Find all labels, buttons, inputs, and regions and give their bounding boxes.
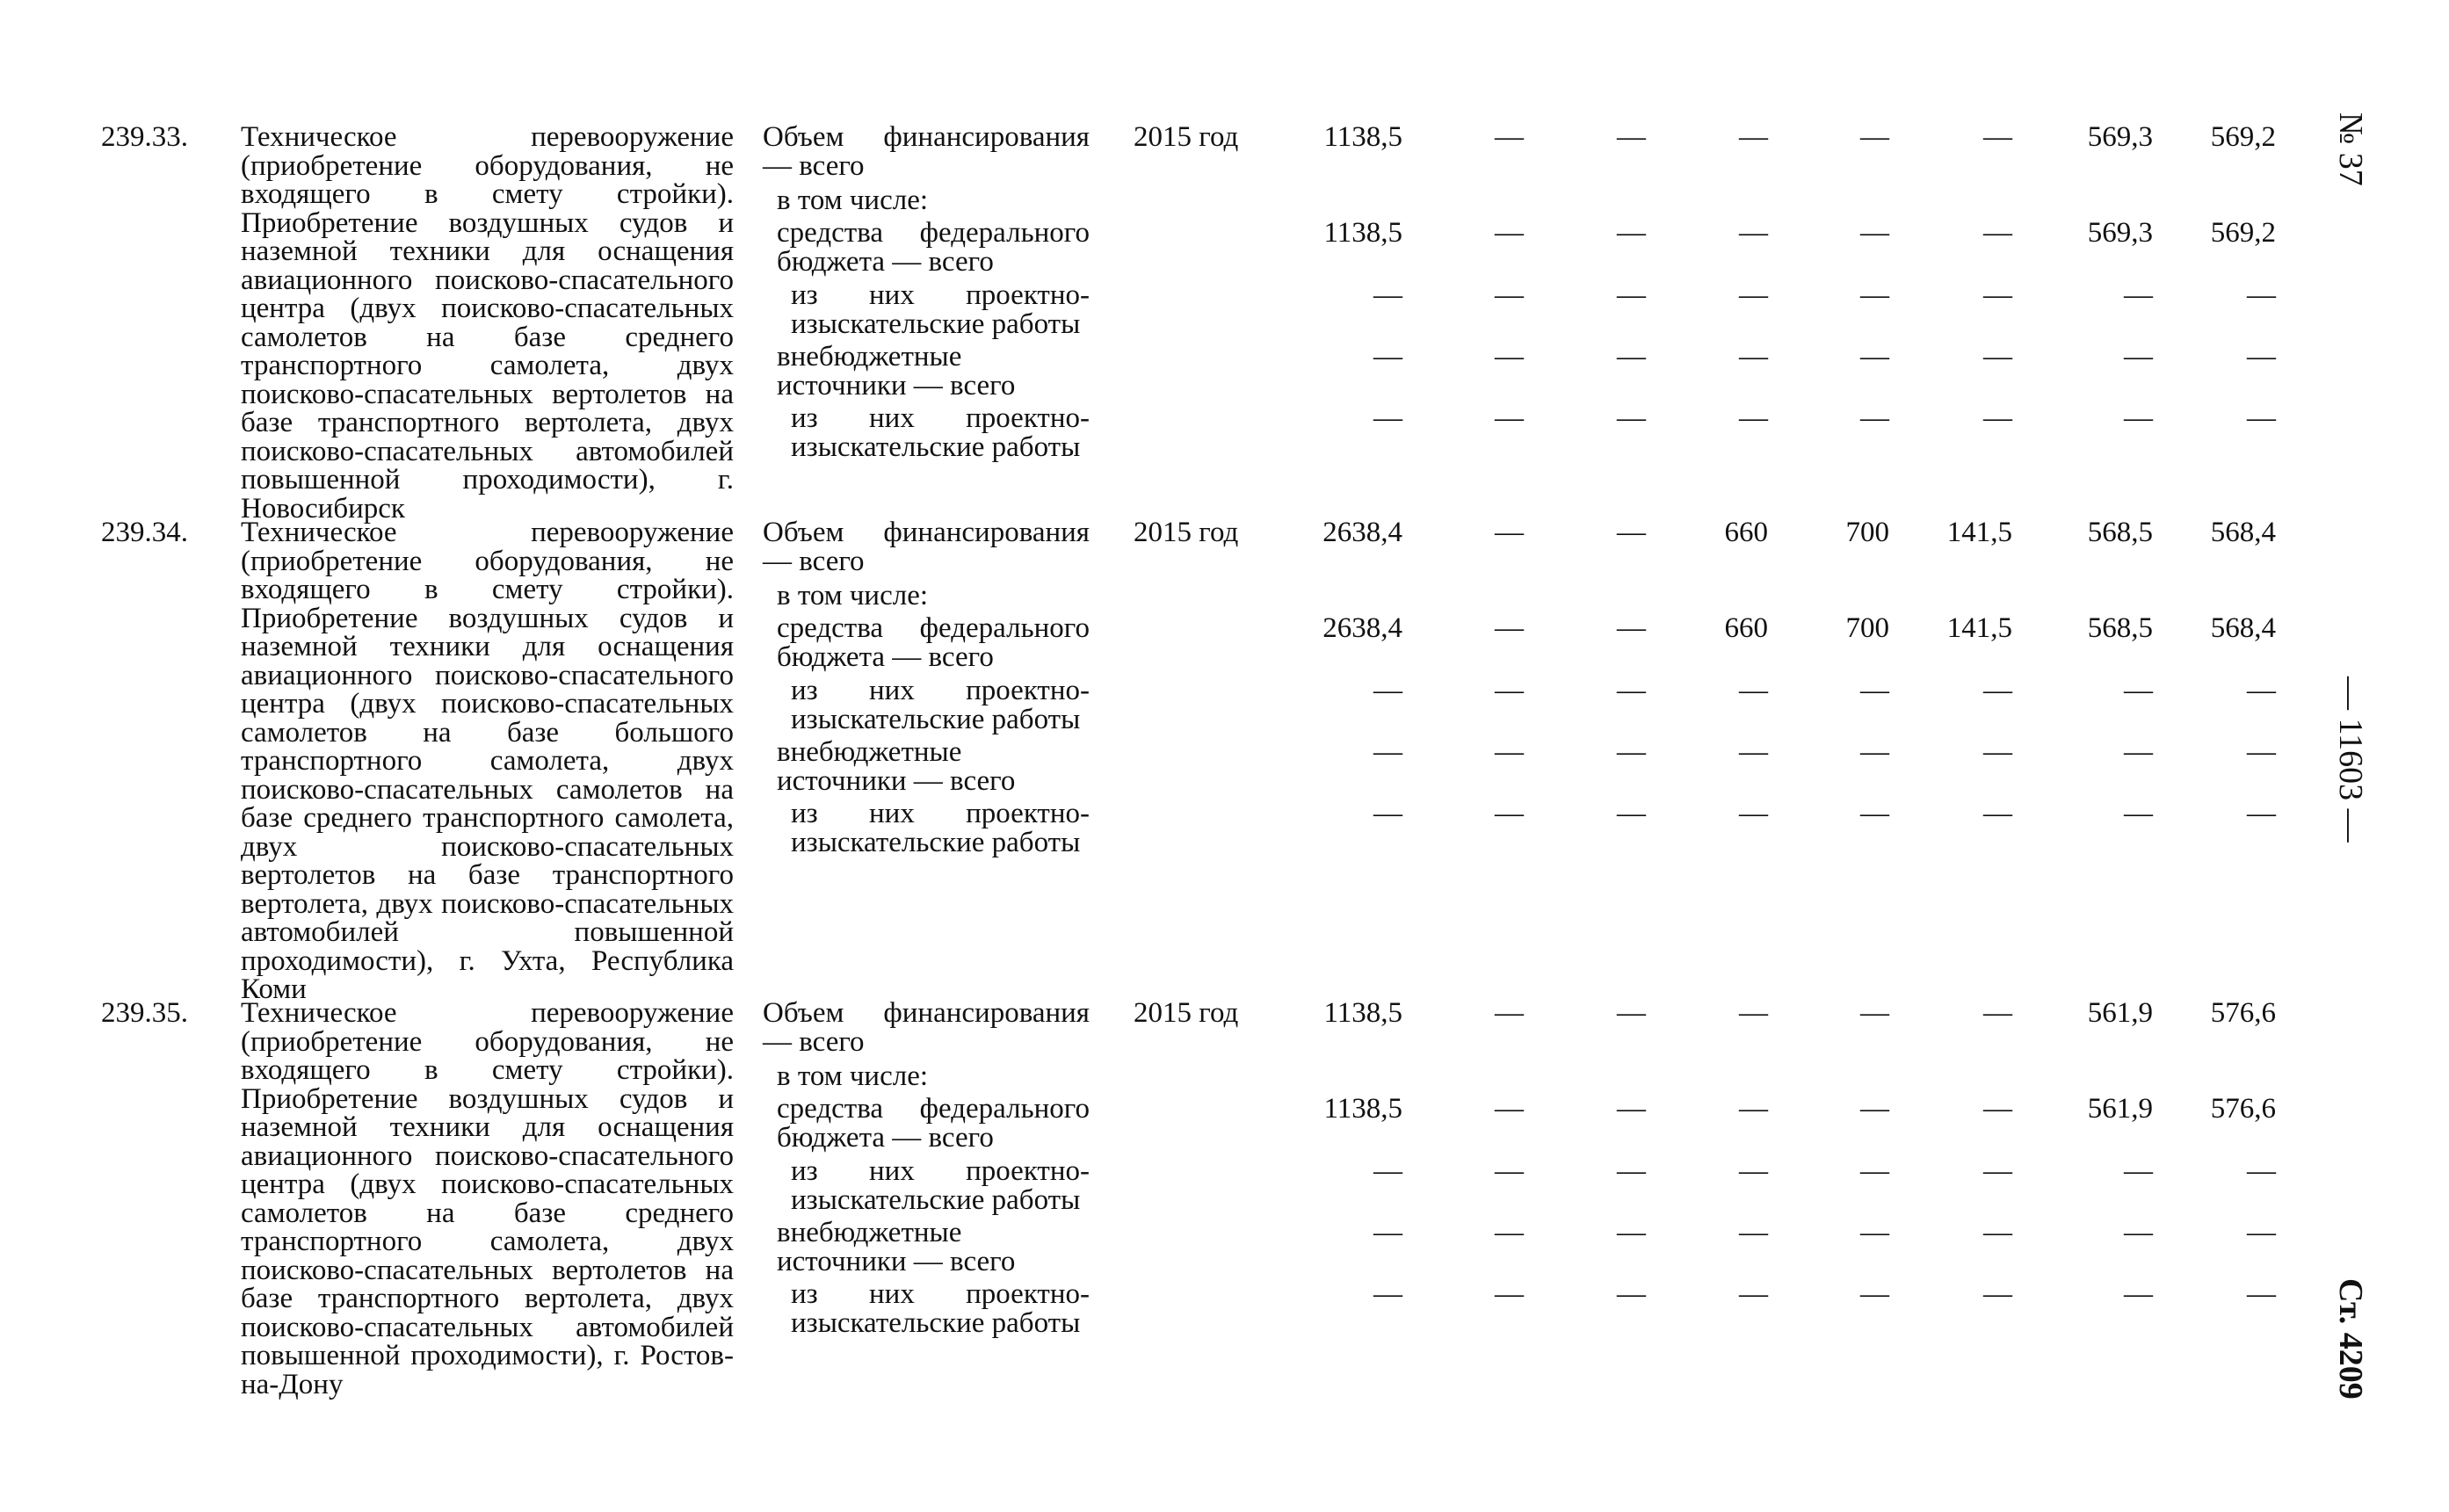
issue-number: № 37 bbox=[2332, 112, 2369, 186]
value-cell: — bbox=[1617, 1093, 1646, 1125]
value-cell: — bbox=[1617, 997, 1646, 1029]
value-cell: — bbox=[1983, 798, 2012, 829]
label-total: Объем финансирования — всего bbox=[763, 517, 1090, 577]
value-cell: — bbox=[2124, 1155, 2153, 1187]
label-of-them-design-2: из них проектно-изыскательские работы bbox=[791, 798, 1090, 858]
entry-title: Техническое перевооружение (приобретение оборудования, не входящего в смету стройки). Приобретение воздушных судов и наземной техники для оснащения авиационного поисково-спасательного центра (двух поисково-спасательных самолетов на базе среднего транспортного самолета, двух поисково-спасательных вертолетов на базе транспортного вертолета, двух поисково-спасательных автомобилей повышенной проходимости), г. Новосибирск bbox=[241, 121, 734, 524]
article-number: Ст. 4209 bbox=[2332, 1278, 2369, 1400]
value-cell: — bbox=[1495, 675, 1524, 706]
value-cell: — bbox=[1495, 612, 1524, 644]
value-cell: — bbox=[1739, 1155, 1768, 1187]
value-cell: — bbox=[1860, 1217, 1889, 1248]
value-cell: — bbox=[1860, 279, 1889, 311]
value-cell: — bbox=[2124, 1278, 2153, 1310]
value-cell: — bbox=[1983, 341, 2012, 373]
value-cell: — bbox=[1983, 1155, 2012, 1187]
value-cell: — bbox=[1373, 1278, 1402, 1310]
value-cell: — bbox=[2247, 1155, 2276, 1187]
value-cell: — bbox=[1617, 217, 1646, 249]
value-cell: — bbox=[1983, 675, 2012, 706]
value-cell: — bbox=[1617, 1155, 1646, 1187]
value-cell: 660 bbox=[1724, 612, 1768, 644]
value-cell: — bbox=[1739, 402, 1768, 434]
value-cell: 700 bbox=[1845, 517, 1889, 548]
value-cell: — bbox=[1617, 736, 1646, 768]
value-cell: 2638,4 bbox=[1322, 612, 1402, 644]
label-of-them-design-2: из них проектно-изыскательские работы bbox=[791, 402, 1090, 463]
value-cell: — bbox=[1739, 121, 1768, 153]
value-cell: — bbox=[1617, 798, 1646, 829]
label-total: Объем финансирования — всего bbox=[763, 121, 1090, 182]
value-cell: — bbox=[1495, 341, 1524, 373]
value-cell: — bbox=[1983, 1278, 2012, 1310]
value-cell: — bbox=[1495, 798, 1524, 829]
entry-title: Техническое перевооружение (приобретение оборудования, не входящего в смету стройки). Приобретение воздушных судов и наземной техники для оснащения авиационного поисково-спасательного центра (двух поисково-спасательных самолетов на базе большого транспортного самолета, двух поисково-спасательных самолетов на базе среднего транспортного самолета, двух поисково-спасательных вертолетов на базе транспортного вертолета, двух поисково-спасательных автомобилей повышенной проходимости), г. Ухта, Республика Коми bbox=[241, 517, 734, 1005]
label-of-them-design: из них проектно-изыскательские работы bbox=[791, 1155, 1090, 1216]
label-including: в том числе: bbox=[777, 184, 929, 216]
value-cell: 660 bbox=[1724, 517, 1768, 548]
label-federal: средства федерального бюджета — всего bbox=[777, 217, 1090, 278]
label-extrabudget: внебюджетные источники — всего bbox=[777, 341, 1016, 402]
value-cell: 568,4 bbox=[2210, 517, 2276, 548]
value-cell: — bbox=[1495, 1217, 1524, 1248]
value-cell: — bbox=[1617, 341, 1646, 373]
value-cell: 568,5 bbox=[2087, 517, 2153, 548]
value-cell: — bbox=[1373, 675, 1402, 706]
value-cell: — bbox=[1739, 675, 1768, 706]
value-cell: 569,3 bbox=[2087, 121, 2153, 153]
value-cell: — bbox=[1495, 1155, 1524, 1187]
value-cell: — bbox=[2124, 402, 2153, 434]
label-including: в том числе: bbox=[777, 1060, 929, 1092]
value-cell: 576,6 bbox=[2210, 1093, 2276, 1125]
label-extrabudget: внебюджетные источники — всего bbox=[777, 736, 1016, 797]
value-cell: — bbox=[1373, 736, 1402, 768]
value-cell: — bbox=[1983, 402, 2012, 434]
entry-year: 2015 год bbox=[1134, 121, 1239, 153]
value-cell: 141,5 bbox=[1946, 612, 2012, 644]
value-cell: — bbox=[1617, 1217, 1646, 1248]
label-federal: средства федерального бюджета — всего bbox=[777, 1093, 1090, 1154]
label-of-them-design-2: из них проектно-изыскательские работы bbox=[791, 1278, 1090, 1339]
value-cell: — bbox=[2124, 675, 2153, 706]
value-cell: — bbox=[1739, 217, 1768, 249]
value-cell: — bbox=[2124, 341, 2153, 373]
value-cell: — bbox=[1983, 1217, 2012, 1248]
value-cell: — bbox=[2124, 1217, 2153, 1248]
value-cell: — bbox=[2247, 1217, 2276, 1248]
value-cell: — bbox=[1495, 1093, 1524, 1125]
value-cell: — bbox=[1983, 997, 2012, 1029]
value-cell: — bbox=[1860, 402, 1889, 434]
label-total: Объем финансирования — всего bbox=[763, 997, 1090, 1058]
value-cell: — bbox=[2247, 279, 2276, 311]
value-cell: — bbox=[1495, 217, 1524, 249]
value-cell: 1138,5 bbox=[1323, 121, 1402, 153]
label-extrabudget: внебюджетные источники — всего bbox=[777, 1217, 1016, 1277]
value-cell: 561,9 bbox=[2087, 997, 2153, 1029]
value-cell: 569,3 bbox=[2087, 217, 2153, 249]
value-cell: 2638,4 bbox=[1322, 517, 1402, 548]
value-cell: — bbox=[1617, 517, 1646, 548]
value-cell: — bbox=[1983, 1093, 2012, 1125]
entry-number: 239.33. bbox=[101, 121, 188, 153]
value-cell: — bbox=[1983, 121, 2012, 153]
value-cell: — bbox=[1739, 279, 1768, 311]
value-cell: 1138,5 bbox=[1323, 997, 1402, 1029]
value-cell: — bbox=[1373, 402, 1402, 434]
value-cell: — bbox=[1983, 217, 2012, 249]
value-cell: — bbox=[1495, 402, 1524, 434]
value-cell: — bbox=[1373, 798, 1402, 829]
value-cell: — bbox=[1860, 997, 1889, 1029]
value-cell: — bbox=[1373, 1217, 1402, 1248]
value-cell: — bbox=[1860, 1155, 1889, 1187]
value-cell: — bbox=[1983, 279, 2012, 311]
value-cell: — bbox=[1860, 675, 1889, 706]
entry-number: 239.35. bbox=[101, 997, 188, 1029]
value-cell: — bbox=[1617, 675, 1646, 706]
label-of-them-design: из них проектно-изыскательские работы bbox=[791, 675, 1090, 735]
value-cell: — bbox=[1983, 736, 2012, 768]
value-cell: — bbox=[2247, 341, 2276, 373]
value-cell: — bbox=[2124, 798, 2153, 829]
value-cell: 700 bbox=[1845, 612, 1889, 644]
value-cell: 1138,5 bbox=[1323, 217, 1402, 249]
value-cell: — bbox=[1739, 798, 1768, 829]
value-cell: — bbox=[1495, 997, 1524, 1029]
value-cell: — bbox=[1739, 736, 1768, 768]
value-cell: — bbox=[2247, 736, 2276, 768]
value-cell: 569,2 bbox=[2210, 217, 2276, 249]
value-cell: 569,2 bbox=[2210, 121, 2276, 153]
value-cell: 141,5 bbox=[1946, 517, 2012, 548]
value-cell: — bbox=[1860, 736, 1889, 768]
value-cell: — bbox=[2124, 736, 2153, 768]
value-cell: 561,9 bbox=[2087, 1093, 2153, 1125]
value-cell: — bbox=[1739, 341, 1768, 373]
value-cell: — bbox=[1739, 1217, 1768, 1248]
value-cell: — bbox=[1739, 1278, 1768, 1310]
value-cell: — bbox=[2247, 1278, 2276, 1310]
label-federal: средства федерального бюджета — всего bbox=[777, 612, 1090, 673]
value-cell: — bbox=[2247, 798, 2276, 829]
value-cell: 568,5 bbox=[2087, 612, 2153, 644]
entry-year: 2015 год bbox=[1134, 997, 1239, 1029]
page-range: — 11603 — bbox=[2332, 676, 2369, 843]
value-cell: — bbox=[1373, 341, 1402, 373]
label-of-them-design: из них проектно-изыскательские работы bbox=[791, 279, 1090, 340]
value-cell: — bbox=[1495, 121, 1524, 153]
value-cell: — bbox=[1860, 121, 1889, 153]
value-cell: — bbox=[1617, 402, 1646, 434]
label-including: в том числе: bbox=[777, 580, 929, 611]
value-cell: — bbox=[1495, 517, 1524, 548]
entry-title: Техническое перевооружение (приобретение оборудования, не входящего в смету стройки). Приобретение воздушных судов и наземной техники для оснащения авиационного поисково-спасательного центра (двух поисково-спасательных самолетов на базе среднего транспортного самолета, двух поисково-спасательных вертолетов на базе транспортного вертолета, двух поисково-спасательных автомобилей повышенной проходимости), г. Ростов-на-Дону bbox=[241, 997, 734, 1400]
value-cell: — bbox=[1617, 121, 1646, 153]
value-cell: — bbox=[1739, 997, 1768, 1029]
entry-number: 239.34. bbox=[101, 517, 188, 548]
value-cell: 576,6 bbox=[2210, 997, 2276, 1029]
value-cell: — bbox=[1617, 279, 1646, 311]
value-cell: — bbox=[2247, 675, 2276, 706]
entry-year: 2015 год bbox=[1134, 517, 1239, 548]
value-cell: — bbox=[1860, 217, 1889, 249]
value-cell: — bbox=[1495, 279, 1524, 311]
value-cell: — bbox=[2124, 279, 2153, 311]
value-cell: — bbox=[1495, 1278, 1524, 1310]
value-cell: — bbox=[1617, 1278, 1646, 1310]
value-cell: 1138,5 bbox=[1323, 1093, 1402, 1125]
value-cell: — bbox=[1860, 1278, 1889, 1310]
value-cell: — bbox=[1739, 1093, 1768, 1125]
value-cell: — bbox=[2247, 402, 2276, 434]
value-cell: — bbox=[1617, 612, 1646, 644]
value-cell: — bbox=[1860, 341, 1889, 373]
value-cell: — bbox=[1495, 736, 1524, 768]
value-cell: — bbox=[1860, 798, 1889, 829]
value-cell: — bbox=[1373, 1155, 1402, 1187]
value-cell: 568,4 bbox=[2210, 612, 2276, 644]
value-cell: — bbox=[1373, 279, 1402, 311]
value-cell: — bbox=[1860, 1093, 1889, 1125]
